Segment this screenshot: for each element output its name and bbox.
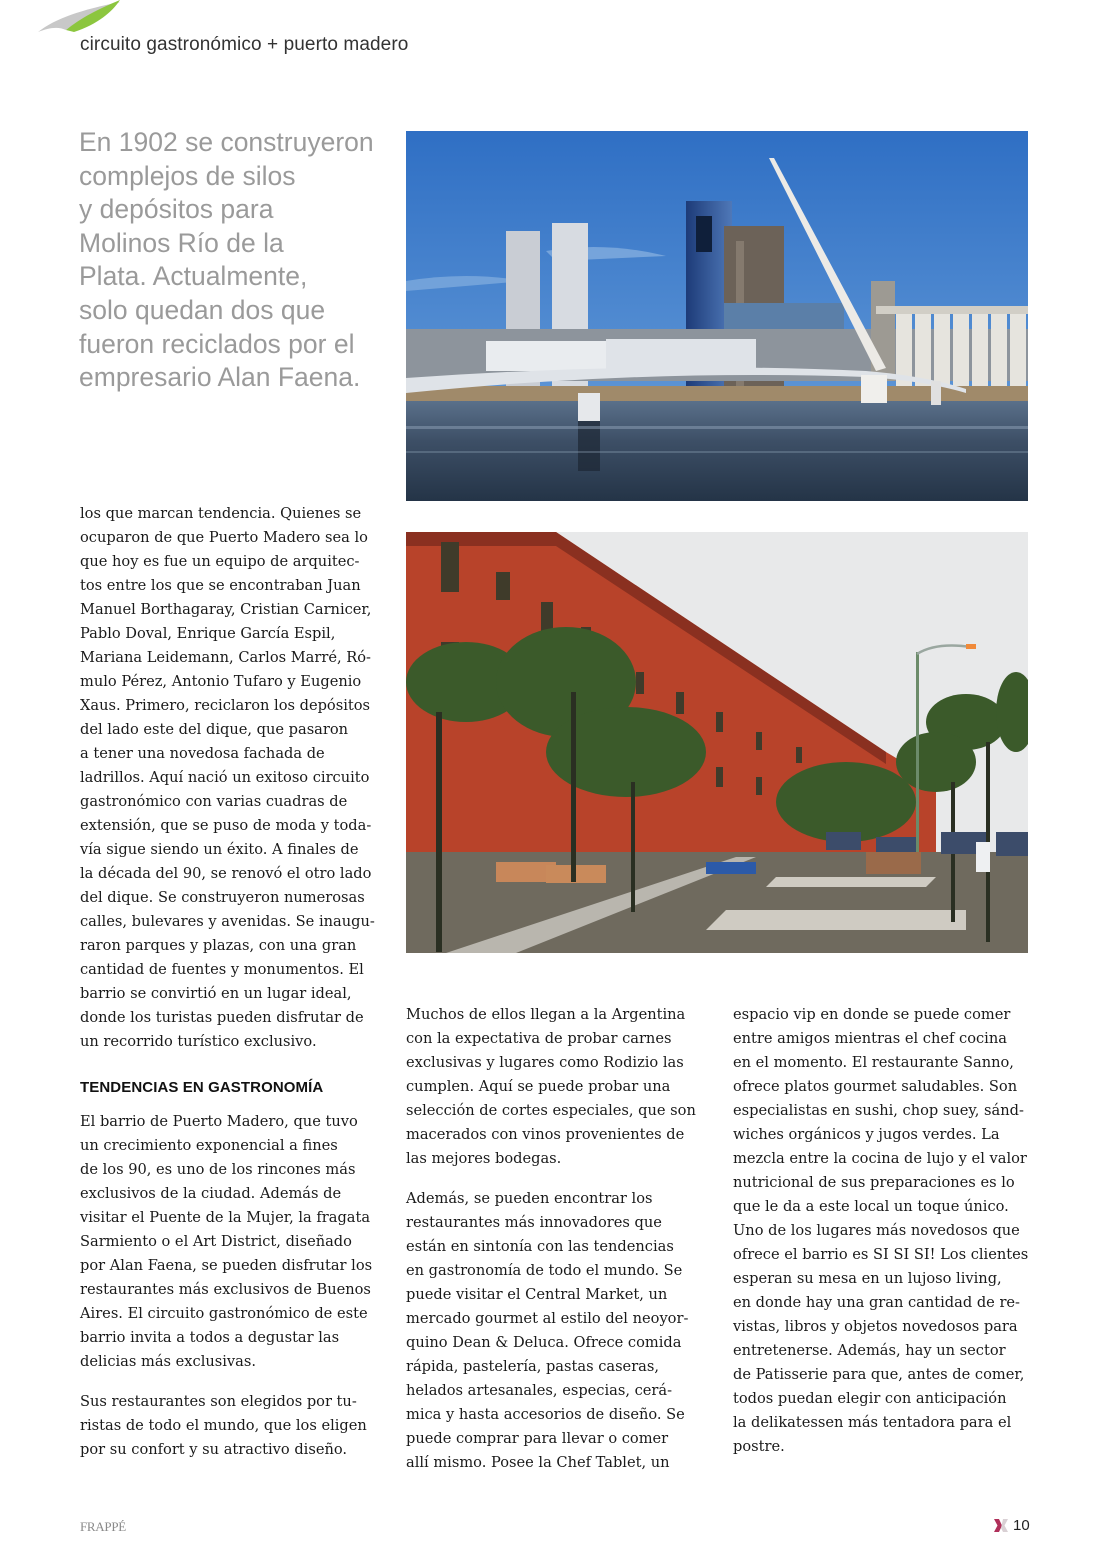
leaf-swoosh-icon (36, 0, 122, 34)
magazine-brand: FRAPPÉ (80, 1519, 126, 1534)
pullquote-line: En 1902 se construyeron (79, 127, 374, 157)
text-line: la década del 90, se renovó el otro lado (80, 865, 372, 882)
text-line: Manuel Borthagaray, Cristian Carnicer, (80, 601, 372, 618)
text-line: helados artesanales, especias, cerá- (406, 1382, 673, 1399)
pullquote-line: empresario Alan Faena. (79, 362, 361, 393)
text-line: todos puedan elegir con anticipación (733, 1390, 1007, 1407)
text-line: quino Dean & Deluca. Ofrece comida (406, 1334, 682, 1351)
text-line: ofrece el barrio es SI SI SI! Los clientes (733, 1246, 1029, 1263)
text-line: Uno de los lugares más novedosos que (733, 1222, 1020, 1239)
text-line: en donde hay una gran cantidad de re- (733, 1294, 1020, 1311)
page-number-text: 10 (1013, 1517, 1030, 1534)
text-line: tos entre los que se encontraban Juan (80, 577, 361, 594)
pullquote-line: fueron reciclados por el (79, 328, 355, 359)
text-line: El barrio de Puerto Madero, que tuvo (80, 1113, 358, 1130)
text-line: Además, se pueden encontrar los (406, 1190, 653, 1207)
pullquote-line: solo quedan dos que (79, 294, 326, 325)
text-line: un crecimiento exponencial a fines (80, 1137, 338, 1154)
text-line: están en sintonía con las tendencias (406, 1238, 674, 1255)
bridge-photo-illustration (406, 131, 1028, 501)
text-line: Xaus. Primero, reciclaron los depósitos (80, 697, 371, 714)
paragraph (80, 1390, 380, 1462)
text-line: esperan su mesa en un lujoso living, (733, 1270, 1002, 1287)
pullquote-line: Molinos Río de la (79, 227, 284, 258)
text-line: mulo Pérez, Antonio Tufaro y Eugenio (80, 673, 362, 690)
text-line: espacio vip en donde se puede comer (733, 1006, 1011, 1023)
article-column-1 (80, 502, 380, 1462)
text-line: exclusivas y lugares como Rodizio las (406, 1054, 684, 1071)
text-line: por su confort y su atractivo diseño. (80, 1441, 348, 1458)
article-column-3 (733, 1003, 1033, 1459)
text-line: ladrillos. Aquí nació un exitoso circuito (80, 769, 370, 786)
text-line: barrio se convirtió en un lugar ideal, (80, 985, 352, 1002)
text-line: con la expectativa de probar carnes (406, 1030, 672, 1047)
text-line: por Alan Faena, se pueden disfrutar los (80, 1257, 373, 1274)
text-line: cumplen. Aquí se puede probar una (406, 1078, 671, 1095)
text-line: que hoy es fue un equipo de arquitec- (80, 553, 360, 570)
text-line: especialistas en sushi, chop suey, sánd- (733, 1102, 1024, 1119)
text-line: allí mismo. Posee la Chef Tablet, un (406, 1454, 670, 1471)
text-line: macerados con vinos provenientes de (406, 1126, 685, 1143)
text-line: en el momento. El restaurante Sanno, (733, 1054, 1014, 1071)
text-line: visitar el Puente de la Mujer, la fragata (80, 1209, 371, 1226)
text-line: wiches orgánicos y jugos verdes. La (733, 1126, 1000, 1143)
pullquote-line: y depósitos para (79, 194, 274, 225)
text-line: de Patisserie para que, antes de comer, (733, 1366, 1025, 1383)
text-line: Muchos de ellos llegan a la Argentina (406, 1006, 686, 1023)
text-line: mercado gourmet al estilo del neoyor- (406, 1310, 689, 1327)
text-line: ofrece platos gourmet saludables. Son (733, 1078, 1018, 1095)
text-line: un recorrido turístico exclusivo. (80, 1033, 317, 1050)
text-line: las mejores bodegas. (406, 1150, 562, 1167)
spacer (80, 1374, 380, 1390)
text-line: Mariana Leidemann, Carlos Marré, Ró- (80, 649, 371, 666)
text-line: entre amigos mientras el chef cocina (733, 1030, 1007, 1047)
paragraph (80, 502, 380, 1054)
text-line: rápida, pastelería, pastas caseras, (406, 1358, 659, 1375)
section-title: circuito gastronómico + puerto madero (80, 34, 409, 55)
warehouse-photo-illustration (406, 532, 1028, 953)
text-line: Aires. El circuito gastronómico de este (80, 1305, 368, 1322)
text-line: ristas de todo el mundo, que los eligen (80, 1417, 367, 1434)
text-line: Sarmiento o el Art District, diseñado (80, 1233, 352, 1250)
text-line: donde los turistas pueden disfrutar de (80, 1009, 364, 1026)
article-column-2 (406, 1003, 706, 1475)
text-line: raron parques y plazas, con una gran (80, 937, 357, 954)
text-line: del lado este del dique, que pasaron (80, 721, 349, 738)
text-line: la delikatessen más tentadora para el (733, 1414, 1012, 1431)
spacer (80, 1100, 380, 1110)
text-line: del dique. Se construyeron numerosas (80, 889, 365, 906)
text-line: de los 90, es uno de los rincones más (80, 1161, 356, 1178)
photo-puente-de-la-mujer (406, 131, 1028, 501)
text-line: postre. (733, 1438, 785, 1455)
pullquote-line: Plata. Actualmente, (79, 261, 308, 292)
text-line: a tener una novedosa fachada de (80, 745, 325, 762)
page-number (994, 1517, 1030, 1534)
spacer (406, 1171, 706, 1187)
text-line: puede visitar el Central Market, un (406, 1286, 668, 1303)
text-line: exclusivos de la ciudad. Además de (80, 1185, 342, 1202)
text-line: puede comprar para llevar o comer (406, 1430, 669, 1447)
text-line: gastronómico con varias cuadras de (80, 793, 348, 810)
text-line: vistas, libros y objetos novedosos para (733, 1318, 1018, 1335)
text-line: mezcla entre la cocina de lujo y el valor (733, 1150, 1027, 1167)
text-line: en gastronomía de todo el mundo. Se (406, 1262, 683, 1279)
text-line: restaurantes más innovadores que (406, 1214, 662, 1231)
text-line: restaurantes más exclusivos de Buenos (80, 1281, 371, 1298)
text-line: selección de cortes especiales, que son (406, 1102, 696, 1119)
text-line: ocuparon de que Puerto Madero sea lo (80, 529, 368, 546)
paragraph (406, 1187, 706, 1475)
text-line: barrio invita a todos a degustar las (80, 1329, 340, 1346)
text-line: Sus restaurantes son elegidos por tu- (80, 1393, 357, 1410)
text-line: calles, bulevares y avenidas. Se inaugu- (80, 913, 375, 930)
text-line: entretenerse. Además, hay un sector (733, 1342, 1006, 1359)
pullquote (79, 126, 389, 395)
spacer (80, 1054, 380, 1076)
section-heading: TENDENCIAS EN GASTRONOMÍA (80, 1079, 324, 1096)
text-line: nutricional de sus preparaciones es lo (733, 1174, 1015, 1191)
paragraph (80, 1110, 380, 1374)
paragraph (733, 1003, 1033, 1459)
photo-depositos-ladrillo (406, 532, 1028, 953)
paragraph (406, 1003, 706, 1171)
text-line: vía sigue siendo un éxito. A finales de (80, 841, 359, 858)
text-line: extensión, que se puso de moda y toda- (80, 817, 372, 834)
text-line: que le da a este local un toque único. (733, 1198, 1009, 1215)
pullquote-line: complejos de silos (79, 160, 296, 191)
x-mark-icon (994, 1519, 1008, 1532)
text-line: los que marcan tendencia. Quienes se (80, 505, 362, 522)
text-line: mica y hasta accesorios de diseño. Se (406, 1406, 685, 1423)
text-line: delicias más exclusivas. (80, 1353, 256, 1370)
text-line: cantidad de fuentes y monumentos. El (80, 961, 364, 978)
text-line: Pablo Doval, Enrique García Espil, (80, 625, 336, 642)
